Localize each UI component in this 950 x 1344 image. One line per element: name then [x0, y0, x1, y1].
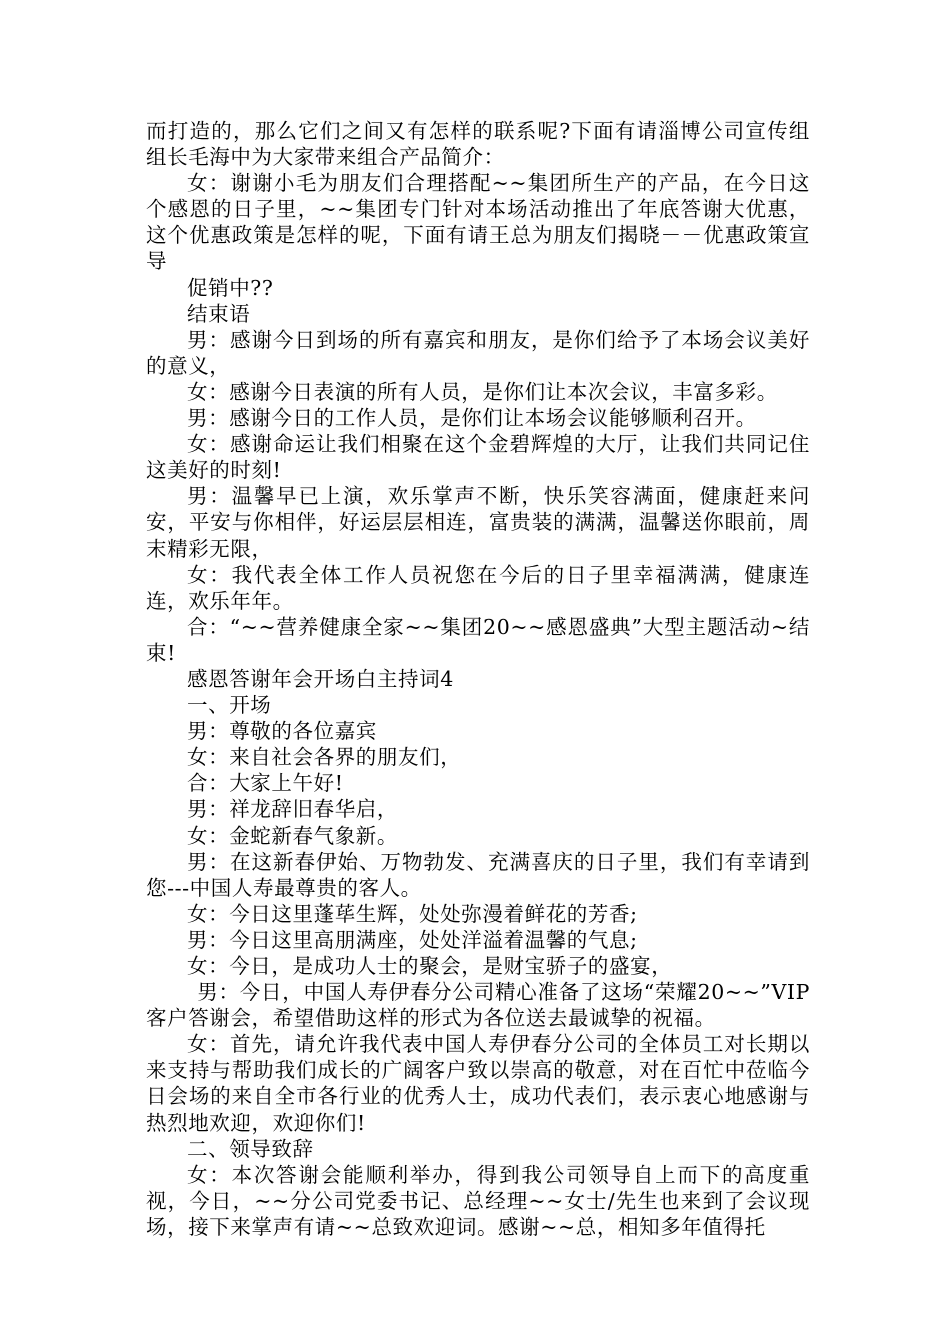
paragraph: 女：今日，是成功人士的聚会，是财宝骄子的盛宴， [187, 954, 673, 978]
paragraph: 女：来自社会各界的朋友们， [187, 745, 462, 770]
paragraph: 女：谢谢小毛为朋友们合理搭配~~集团所生产的产品，在今日这个感恩的日子里，~~集团专门针对本场活动推出了年底答谢大优惠，这个优惠政策是怎样的呢，下面有请王总为朋友们揭晓－－优惠政策宣导 [146, 171, 810, 274]
paragraph: 感恩答谢年会开场白主持词4 [187, 666, 454, 691]
paragraph: 女：本次答谢会能顺利举办，得到我公司领导自上而下的高度重视，今日，~~分公司党委书记、总经理~~女士/先生也来到了会议现场，接下来掌声有请~~总致欢迎词。感谢~~总，相知多年值得托 [146, 1162, 810, 1239]
paragraph: 结束语 [187, 301, 251, 326]
paragraph: 男：感谢今日到场的所有嘉宾和朋友，是你们给予了本场会议美好的意义， [146, 327, 810, 378]
paragraph: 男：温馨早已上演，欢乐掌声不断，快乐笑容满面，健康赶来问安，平安与你相伴，好运层层相连，富贵装的满满，温馨送你眼前，周末精彩无限， [146, 484, 810, 561]
paragraph: 男：今日，中国人寿伊春分公司精心准备了这场“荣耀20~~”VIP客户答谢会，希望借助这样的形式为各位送去最诚挚的祝福。 [146, 980, 810, 1031]
paragraph: 而打造的，那么它们之间又有怎样的联系呢?下面有请淄博公司宣传组组长毛海中为大家带来组合产品简介： [146, 119, 810, 170]
paragraph: 合：“~~营养健康全家~~集团20~~感恩盛典”大型主题活动~结束! [146, 614, 810, 665]
paragraph: 合：大家上午好! [187, 771, 344, 796]
paragraph: 一、开场 [187, 693, 272, 718]
paragraph: 女：今日这里蓬荜生辉，处处弥漫着鲜花的芳香; [187, 901, 638, 926]
paragraph: 男：祥龙辞旧春华启， [187, 797, 398, 822]
paragraph: 女：金蛇新春气象新。 [187, 823, 398, 848]
document-body [146, 118, 810, 1240]
paragraph: 男：尊敬的各位嘉宾 [187, 719, 377, 744]
paragraph: 女：感谢今日表演的所有人员，是你们让本次会议，丰富多彩。 [187, 379, 778, 404]
paragraph: 二、领导致辞 [187, 1136, 314, 1161]
paragraph: 女：我代表全体工作人员祝您在今后的日子里幸福满满，健康连连，欢乐年年。 [146, 562, 810, 613]
paragraph: 女：感谢命运让我们相聚在这个金碧辉煌的大厅，让我们共同记住这美好的时刻! [146, 432, 810, 483]
paragraph: 男：今日这里高朋满座，处处洋溢着温馨的气息; [187, 927, 638, 952]
paragraph: 促销中?? [187, 275, 274, 300]
paragraph: 男：在这新春伊始、万物勃发、充满喜庆的日子里，我们有幸请到您---中国人寿最尊贵的客人。 [146, 849, 810, 900]
paragraph: 男：感谢今日的工作人员，是你们让本场会议能够顺利召开。 [187, 406, 757, 431]
paragraph: 女：首先，请允许我代表中国人寿伊春分公司的全体员工对长期以来支持与帮助我们成长的广阔客户致以崇高的敬意，对在百忙中莅临今日会场的来自全市各行业的优秀人士，成功代表们，表示衷心地感谢与热烈地欢迎，欢迎你们! [146, 1032, 810, 1135]
